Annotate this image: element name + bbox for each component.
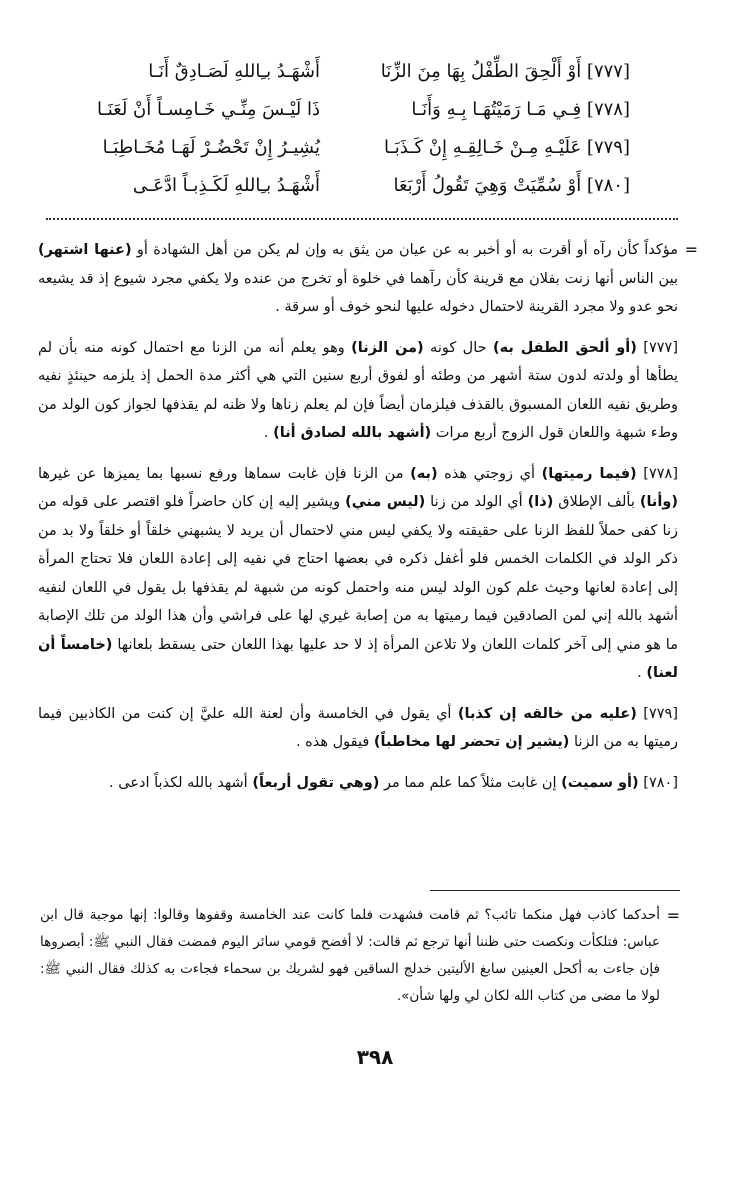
- commentary-text: [٧٧٨]: [636, 465, 679, 482]
- commentary-text: مؤكداً كأن رآه أو أقرت به أو أخبر به عن عيان من يثق به وإن لم يكن من أهل الشهادة أو: [131, 242, 678, 258]
- verse-hemistich-second: أَشْهَـدُ بـِاللهِ لَصَـادِقٌ أَنَـا: [148, 60, 320, 82]
- continuation-mark: =: [666, 906, 680, 925]
- verse-hemistich-first: [٧٨٠] أَوْ سُمِّيَتْ وَهِيَ تَقُولُ أَرْبَعَا: [393, 174, 630, 196]
- commentary-text: [٧٨٠]: [638, 774, 678, 791]
- commentary-text: [٧٧٧]: [636, 339, 679, 356]
- quoted-verse-text: (من الزنا): [351, 339, 424, 356]
- quoted-verse-text: (به): [410, 465, 438, 482]
- quoted-verse-text: (ذا): [527, 494, 554, 510]
- quoted-verse-text: (أشهد بالله لصادق أنا): [273, 425, 432, 441]
- commentary-text: بين الناس أنها زنت بفلان مع قرينة كأن رآهما في خلوة أو تخرج من عنده ولا يكفي مجرد شيوع إذ قد يشيعه نحو عدو ولا مجرد القرينة لاحتمال دخوله عليها لنحو خوف أو سرقة .: [38, 270, 678, 315]
- commentary-text: أي زوجتي هذه: [437, 465, 542, 482]
- verse-row: [70, 52, 630, 90]
- commentary-body: [38, 236, 698, 809]
- quoted-verse-text: (وأنا): [639, 494, 678, 510]
- commentary-text: حال كونه: [423, 339, 493, 356]
- commentary-paragraph: [38, 236, 698, 322]
- commentary-text: فيقول هذه .: [295, 734, 374, 750]
- commentary-text: أي الولد من زنا: [425, 494, 528, 510]
- commentary-paragraph: [38, 700, 678, 757]
- dotted-separator: [46, 218, 678, 220]
- quoted-verse-text: (أو سميت): [561, 774, 639, 791]
- verse-row: [70, 166, 630, 204]
- footnote: [40, 902, 680, 1010]
- quoted-verse-text: (فيما رميتها): [541, 465, 637, 482]
- verse-row: [70, 90, 630, 128]
- quoted-verse-text: (يشير إن تحضر لها مخاطباً): [373, 734, 570, 750]
- page-number: ٣٩٨: [356, 1045, 394, 1069]
- commentary-text: أشهد بالله لكذباً ادعى .: [109, 774, 253, 791]
- commentary-text: ويشير إليه إن كان حاضراً فلو اقتصر على قوله من زنا كفى حملاً للفظ الزنا على حقيقته ولا يكفي ليس مني لاحتمال أن يريد لا يشبهني خلقاً أو خلقاً ولا بد من ذكر الولد في الكلمات الخمس فلو أغفل ذكره في بعضها احتاج في نفيه إلى إعادة اللعان فلا تحتاج المرأة إلى إعادة لعانها وحيث علم كون الولد ليس منه واحتمل كونه من شبهة لم يقذفها بل يقول في اللعان لنفيه أشهد بالله إني لمن الصادقين فيما رميتها به من إصابة غيري لها على فراشي وأن هذا الولد من تلك الإصابة ما هو مني إلى آخر كلمات اللعان ولا تلاعن المرأة إذ لا حد عليها بهذا اللعان حتى يسقط بلعانها: [38, 494, 678, 653]
- commentary-text: .: [637, 665, 647, 681]
- quoted-verse-text: (ليس مني): [345, 494, 426, 510]
- commentary-paragraph: [38, 460, 678, 688]
- commentary-paragraph: [38, 334, 678, 448]
- verse-hemistich-second: أَشْهَـدُ بـِاللهِ لَكَـذِبـاً ادَّعَـى: [132, 174, 320, 196]
- quoted-verse-text: (أو ألحق الطفل به): [493, 339, 637, 356]
- footnote-text: أحدكما كاذب فهل منكما تائب؟ ثم قامت فشهدت فلما كانت عند الخامسة وقفوها وقالوا: إنها موجبة قال ابن عباس: فتلكأت ونكصت حتى ظننا أنها ترجع ثم قالت: لا أفضح قومي سائر اليوم فمضت فقال النبي ﷺ: أبصروها فإن جاءت به أكحل العينين سابغ الأليتين خدلج الساقين فهو لشريك بن سحماء فجاءت به كذلك فقال النبي ﷺ: لولا ما مضى من كتاب الله لكان لي ولها شأن».: [40, 907, 660, 1004]
- verse-hemistich-second: يُشِيـرُ إِنْ تَحْضُـرْ لَهَـا مُخَـاطِبَـا: [102, 136, 320, 158]
- quoted-verse-text: (وهي تقول أربعاً): [252, 774, 380, 791]
- continuation-mark: =: [684, 240, 698, 259]
- commentary-text: [٧٧٩]: [636, 705, 678, 722]
- commentary-paragraph: [38, 769, 678, 798]
- verse-hemistich-first: [٧٧٨] فِـي مَـا رَمَيْتُهَـا بِـهِ وَأَنَـا: [411, 98, 630, 120]
- verse-block: [70, 52, 630, 204]
- verse-row: [70, 128, 630, 166]
- commentary-text: من الزنا فإن غابت سماها ورفع نسبها بما يميزها عن غيرها: [38, 465, 411, 482]
- quoted-verse-text: (خامساً أن لعنا): [38, 636, 678, 681]
- commentary-text: إن غابت مثلاً كما علم مما مر: [379, 774, 562, 791]
- verse-hemistich-first: [٧٧٩] عَلَيْـهِ مِـنْ خَـالِقِـهِ إِنْ كَـذَبَـا: [383, 136, 630, 158]
- commentary-text: بألف الإطلاق: [553, 494, 640, 510]
- verse-hemistich-second: ذَا لَيْـسَ مِنِّـي خَـامِسـاً أَنْ لَعَنَـا: [96, 98, 320, 120]
- commentary-text: .: [263, 425, 274, 441]
- quoted-verse-text: (عنها اشتهر): [38, 242, 132, 258]
- commentary-text: أي يقول في الخامسة وأن لعنة الله عليَّ إن كنت من الكاذبين فيما رميتها به من الزنا: [38, 705, 678, 750]
- commentary-text: وهو يعلم أنه من الزنا مع احتمال كونه منه بأن لم يطأها أو ولدته لدون ستة أشهر من وطئه أو لفوق أربع سنين التي هي أكثر مدة الحمل إذ يلزمه حينئذٍ نفيه وطريق نفيه اللعان المسبوق بالقذف فيلزمان أيضاً فإن لم يعلم زناها ولا ظنه لم يقذفها لجواز كون الولد من وطء شبهة واللعان قول الزوج أربع مرات: [38, 339, 678, 441]
- verse-hemistich-first: [٧٧٧] أَوْ أَلْحِقَ الطِّفْلُ بِهَا مِنَ الزِّنَا: [380, 60, 630, 82]
- quoted-verse-text: (عليه من خالقه إن كذبا): [457, 705, 637, 722]
- footnote-rule: [430, 890, 680, 891]
